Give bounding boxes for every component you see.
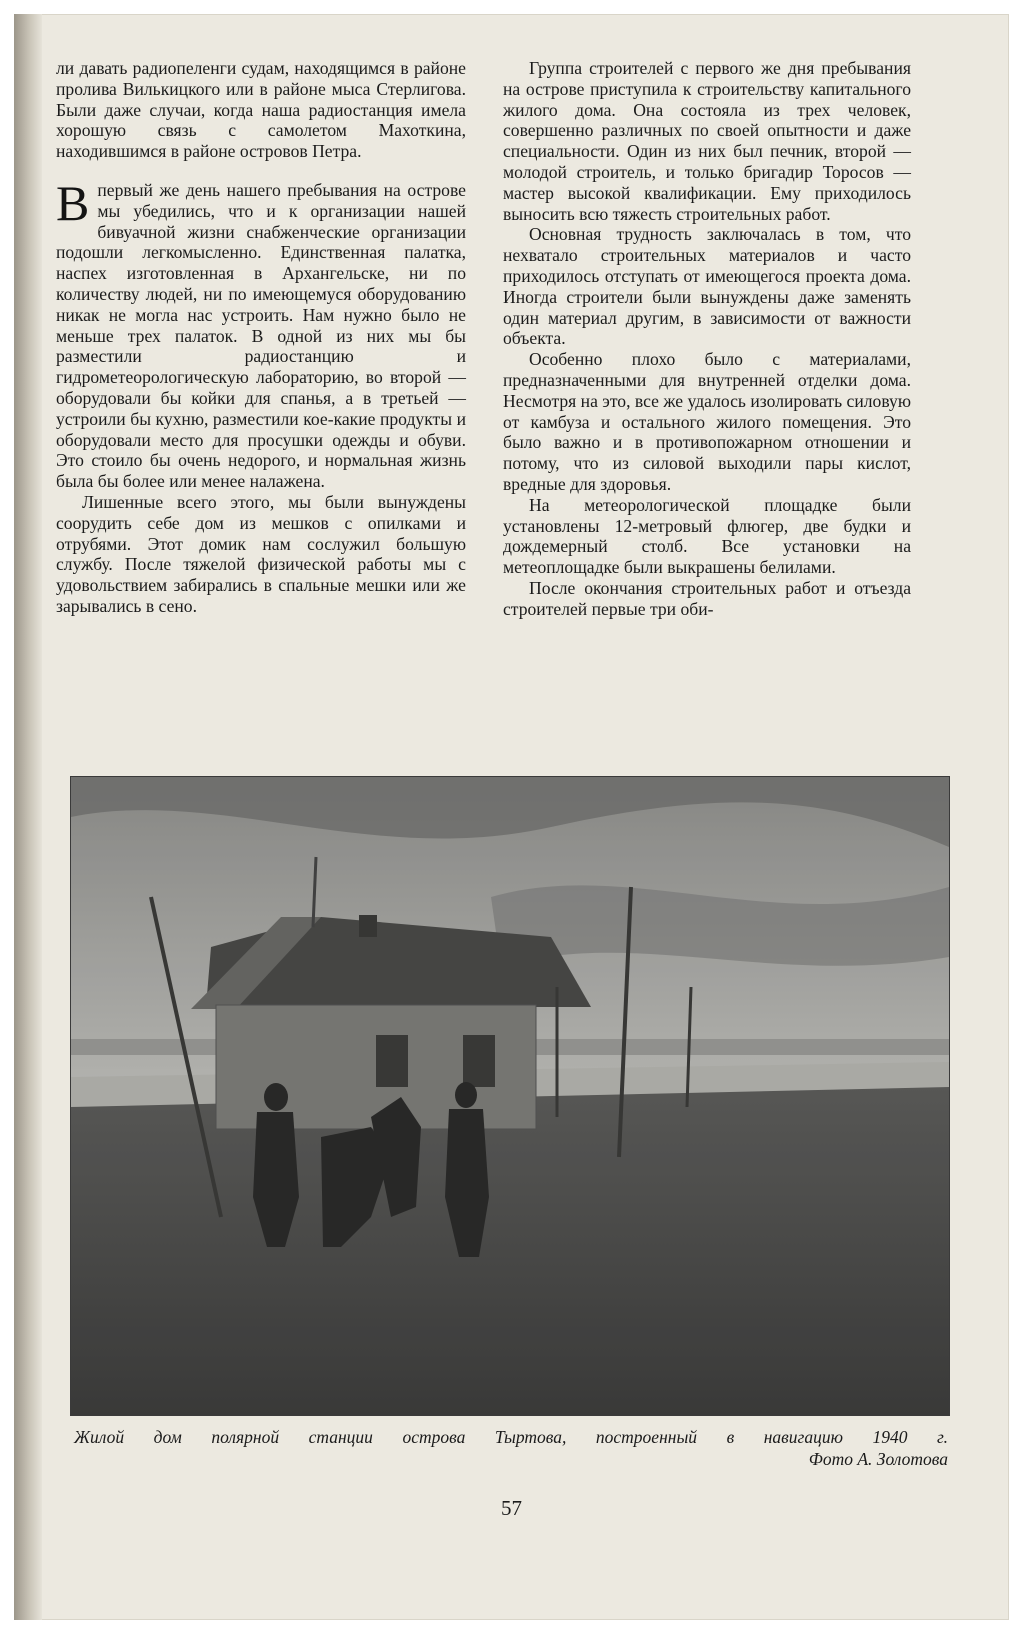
paragraph: Основная трудность заключалась в том, что нехватало строительных материалов и часто приходилось отступать от имеющегося проекта дома. Иногда строители были вынуждены даже заменять один материал другим, в зависимости от важности объекта.: [503, 224, 911, 349]
paragraph: После окончания строительных работ и отъезда строителей первые три оби-: [503, 577, 911, 619]
left-text-column: [56, 58, 466, 617]
paragraph: ли давать радиопеленги судам, находящимся в районе пролива Вилькицкого или в районе мыса Стерлигова. Были даже случаи, когда наша радиостанция имела хорошую связь с самолетом Махоткина, находившимся в районе островов Петра.: [56, 58, 466, 162]
paragraph: Лишенные всего этого, мы были вынуждены соорудить себе дом из мешков с опилками и отрубями. Этот домик нам сослужил большую службу. После тяжелой физической работы мы с удовольствием забирались в спальные мешки или же зарывались в сено.: [56, 491, 466, 616]
photo-credit: Фото А. Золотова: [808, 1449, 948, 1469]
drop-cap: В: [56, 174, 90, 231]
book-page: [14, 14, 1009, 1620]
caption-text: Жилой дом полярной станции острова Тыртова, построенный в навигацию 1940 г.: [74, 1427, 948, 1447]
photo-caption: [74, 1426, 948, 1470]
paragraph-text: первый же день нашего пребывания на острове мы убедились, что и к организации нашей бивуачной жизни снабженческие организации подошли легкомысленно. Единственная палатка, наспех изготовленная в Архангельске, ни по количеству людей, ни по имеющемуся оборудованию никак не могла нас устроить. Нам нужно было не меньше трех палаток. В одной из них мы бы разместили радиостанцию и гидрометеорологическую лабораторию, во второй — оборудовали бы койки для спанья, а в третьей — устроили бы кухню, разместили кое-какие продукты и оборудовали место для просушки одежды и обуви. Это стоило бы очень недорого, и нормальная жизнь была бы более или менее налажена.: [56, 179, 466, 492]
paragraph-with-dropcap: [56, 174, 466, 492]
paragraph: На метеорологической площадке были установлены 12-метровый флюгер, две будки и дождемерный столб. Все установки на метеоплощадке были выкрашены белилами.: [503, 494, 911, 578]
paragraph: Группа строителей с первого же дня пребывания на острове приступила к строительству капитального жилого дома. Она состояла из трех человек, совершенно различных по своей опытности и даже специальности. Один из них был печник, второй — молодой строитель, и только бригадир Торосов — мастер высокой квалификации. Ему приходилось выносить всю тяжесть строительных работ.: [503, 58, 911, 224]
photo-illustration: [71, 777, 949, 1415]
binding-gutter: [14, 14, 42, 1620]
page-number: 57: [501, 1496, 522, 1520]
right-text-column: [503, 58, 911, 620]
station-house-photo: [70, 776, 950, 1416]
paragraph: Особенно плохо было с материалами, предназначенными для внутренней отделки дома. Несмотря на это, все же удалось изолировать силовую от камбуза и остального жилого помещения. Это было важно и в противопожарном отношении и потому, что из силовой выходили пары кислот, вредные для здоровья.: [503, 349, 911, 494]
